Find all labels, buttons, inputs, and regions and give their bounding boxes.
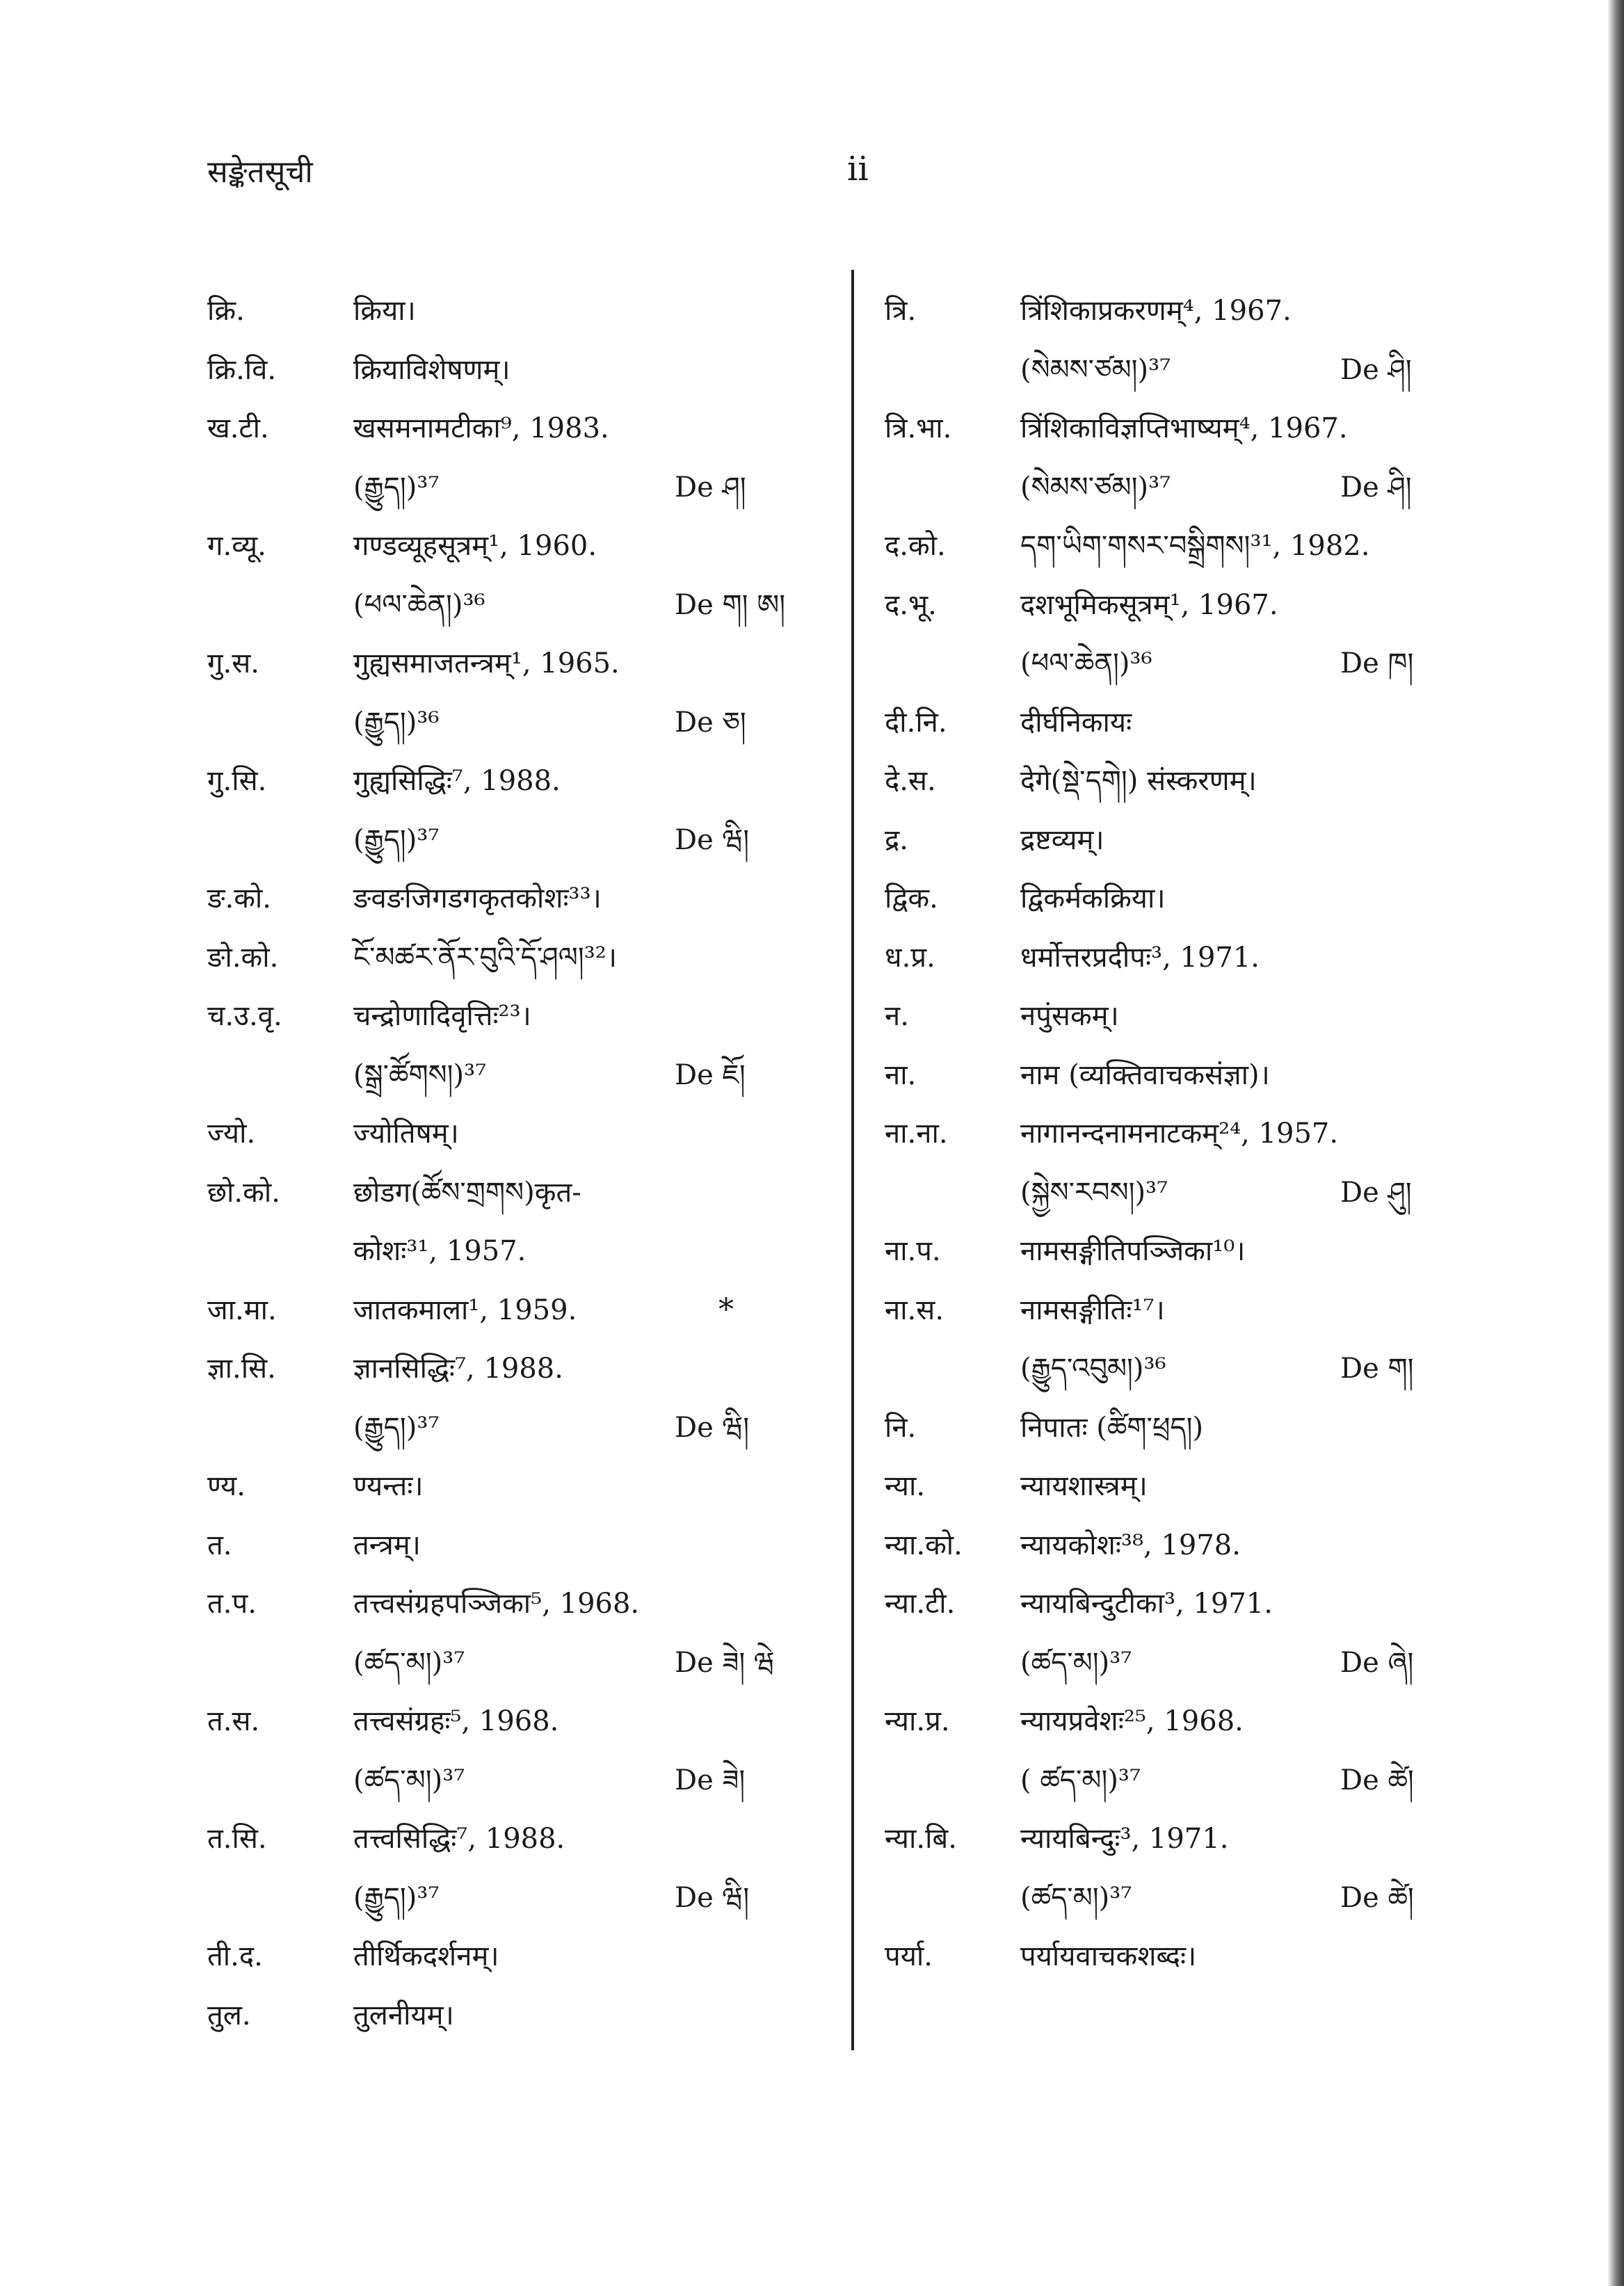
abbreviation-term: न्या.बि. (885, 1823, 957, 1855)
derge-reference: De ཟེ། ཝེ (675, 1646, 775, 1679)
abbreviation-expansion: दशभूमिकसूत्रम्¹, 1967. (1020, 588, 1278, 621)
derge-reference: De ཚེ། (1340, 1881, 1414, 1914)
abbreviation-term: पर्या. (885, 1940, 933, 1972)
abbreviation-expansion: न्यायकोशः³⁸, 1978. (1020, 1529, 1241, 1561)
abbreviation-expansion: द्रष्टव्यम्। (1020, 823, 1104, 856)
abbreviation-expansion: ज्ञानसिद्धिः⁷, 1988. (353, 1353, 563, 1385)
abbreviation-expansion: खसमनामटीका⁹, 1983. (353, 412, 609, 444)
abbreviation-expansion: (ཚད་མ།)³⁷ (353, 1646, 465, 1679)
abbreviation-expansion: (ཚད་མ།)³⁷ (1020, 1881, 1132, 1914)
page-number: ii (847, 150, 869, 188)
abbreviation-expansion: (རྒྱུད།)³⁷ (353, 1881, 440, 1914)
abbreviation-expansion: धर्मोत्तरप्रदीपः³, 1971. (1020, 941, 1260, 974)
abbreviation-expansion: नामसङ्गीतिपञ्जिका¹⁰। (1020, 1235, 1246, 1267)
derge-reference: De ཚེ། (1340, 1764, 1414, 1796)
abbreviation-expansion: त्रिंशिकाविज्ञप्तिभाष्यम्⁴, 1967. (1020, 412, 1348, 444)
abbreviation-expansion: तत्त्वसंग्रहः⁵, 1968. (353, 1705, 559, 1737)
abbreviation-term: ज्यो. (207, 1118, 256, 1150)
abbreviation-expansion: नपुंसकम्। (1020, 1000, 1119, 1032)
page-header (0, 150, 1624, 205)
abbreviation-term: त्रि. (885, 295, 917, 327)
abbreviation-term: दे.स. (885, 765, 936, 797)
abbreviation-expansion: ज्योतिषम्। (353, 1118, 459, 1150)
derge-reference: De ཤི། (1340, 471, 1412, 504)
derge-reference: De ཝི། (675, 1881, 750, 1914)
abbreviation-expansion: छोडग(ཚོས་གྲགས)कृत- (353, 1176, 581, 1209)
abbreviation-term: ध.प्र. (885, 941, 935, 974)
abbreviation-term: त.सि. (207, 1823, 267, 1855)
abbreviation-expansion: न्यायबिन्दुटीका³, 1971. (1020, 1588, 1273, 1620)
derge-reference: De ག། (1340, 1353, 1414, 1385)
derge-reference: De ཁ། (1340, 647, 1414, 679)
abbreviation-expansion: देगे(སྡེ་དགེ།) संस्करणम्। (1020, 765, 1257, 797)
abbreviation-term: ना.ना. (885, 1118, 948, 1150)
abbreviation-expansion: गुह्यसिद्धिः⁷, 1988. (353, 765, 561, 797)
abbreviation-expansion: जातकमाला¹, 1959. (353, 1294, 577, 1326)
abbreviation-expansion: དག་ཡིག་གསར་བསྒྲིགས།³¹, 1982. (1020, 530, 1370, 562)
abbreviation-expansion: तत्त्वसंग्रहपञ्जिका⁵, 1968. (353, 1588, 640, 1620)
abbreviation-expansion: द्विकर्मकक्रिया। (1020, 883, 1166, 915)
abbreviation-term: गु.स. (207, 647, 259, 679)
abbreviation-expansion: (སྐྱེས་རབས།)³⁷ (1020, 1176, 1168, 1209)
abbreviation-expansion: नाम (व्यक्तिवाचकसंज्ञा)। (1020, 1059, 1270, 1091)
derge-reference: De ཤ། (675, 471, 746, 504)
abbreviation-term: द्र. (885, 823, 908, 856)
abbreviation-term: न्या. (885, 1470, 926, 1502)
abbreviation-term: ग.व्यू. (207, 530, 266, 562)
abbreviation-term: छो.को. (207, 1176, 280, 1209)
abbreviation-expansion: (རྒྱུད།)³⁷ (353, 471, 440, 504)
abbreviation-term: गु.सि. (207, 765, 267, 797)
abbreviation-term: ख.टी. (207, 412, 269, 444)
abbreviation-term: त.स. (207, 1705, 260, 1737)
derge-reference: De ཞེ། (1340, 1646, 1414, 1679)
abbreviation-expansion: तीर्थिकदर्शनम्। (353, 1940, 499, 1972)
abbreviation-expansion: क्रिया। (353, 295, 416, 327)
abbreviation-expansion: (སེམས་ཙམ།)³⁷ (1020, 353, 1171, 386)
derge-reference: De ཝི། (675, 823, 750, 856)
abbreviation-expansion: (རྒྱུད།)³⁷ (353, 1411, 440, 1444)
derge-reference: De ཤུ། (1340, 1176, 1412, 1209)
abbreviation-term: ङ.को. (207, 883, 271, 915)
abbreviation-expansion: न्यायशास्त्रम्। (1020, 1470, 1148, 1502)
abbreviation-term: न. (885, 1000, 909, 1032)
abbreviation-term: जा.मा. (207, 1294, 277, 1326)
abbreviation-expansion: ( ཚད་མ།)³⁷ (1020, 1764, 1141, 1796)
abbreviation-expansion: (སྒྲ་ཚོགས།)³⁷ (353, 1059, 487, 1091)
abbreviation-expansion: तन्त्रम्। (353, 1529, 421, 1561)
abbreviation-term: ण्य. (207, 1470, 246, 1502)
abbreviation-expansion: दीर्घनिकायः (1020, 706, 1132, 739)
abbreviation-term: ना. (885, 1059, 917, 1091)
abbreviation-expansion: निपातः (ཚིག་ཕྲད།) (1020, 1411, 1204, 1444)
abbreviation-term: ना.प. (885, 1235, 941, 1267)
abbreviation-term: त. (207, 1529, 232, 1561)
abbreviation-term: ना.स. (885, 1294, 944, 1326)
abbreviation-term: दी.नि. (885, 706, 947, 739)
abbreviation-term: नि. (885, 1411, 917, 1444)
page-edge-shadow (1608, 0, 1624, 2286)
abbreviation-expansion: (ཕལ་ཆེན།)³⁶ (1020, 647, 1152, 679)
derge-reference: De ཤི། (1340, 353, 1412, 386)
abbreviation-expansion: (རྒྱུད།)³⁷ (353, 823, 440, 856)
abbreviation-expansion: त्रिंशिकाप्रकरणम्⁴, 1967. (1020, 295, 1292, 327)
derge-reference: De ཅ། (675, 706, 746, 739)
abbreviation-term: न्या.टी. (885, 1588, 956, 1620)
abbreviation-expansion: (རྒྱུད།)³⁶ (353, 706, 440, 739)
abbreviation-expansion: (ཚད་མ།)³⁷ (353, 1764, 465, 1796)
derge-reference: De ག། ཨ། (675, 588, 786, 621)
abbreviation-expansion: न्यायप्रवेशः²⁵, 1968. (1020, 1705, 1244, 1737)
abbreviation-expansion: चन्द्रोणादिवृत्तिः²³। (353, 1000, 531, 1032)
abbreviation-term: ती.द. (207, 1940, 263, 1972)
abbreviation-term: तुल. (207, 1999, 251, 2031)
abbreviation-expansion: (སེམས་ཙམ།)³⁷ (1020, 471, 1171, 504)
abbreviation-term: क्रि. (207, 295, 245, 327)
abbreviation-expansion: तुलनीयम्। (353, 1999, 454, 2031)
abbreviation-expansion: (ཕལ་ཆེན།)³⁶ (353, 588, 485, 621)
abbreviation-term: ज्ञा.सि. (207, 1353, 276, 1385)
abbreviation-expansion: नामसङ्गीतिः¹⁷। (1020, 1294, 1165, 1326)
derge-reference: De ཇོ། (675, 1059, 746, 1091)
abbreviation-term: च.उ.वृ. (207, 1000, 282, 1032)
page-title: सङ्केतसूची (207, 154, 313, 190)
derge-reference: De ཟེ། (675, 1764, 746, 1796)
abbreviation-term: न्या.प्र. (885, 1705, 950, 1737)
abbreviation-expansion: कोशः³¹, 1957. (353, 1235, 526, 1267)
derge-reference: De ཝི། (675, 1411, 750, 1444)
abbreviation-term: ङो.को. (207, 941, 279, 974)
abbreviation-term: क्रि.वि. (207, 353, 277, 386)
abbreviation-expansion: ངོ་མཚར་ནོར་བུའི་དོ་ཤལ།³²। (353, 941, 617, 974)
abbreviation-expansion: न्यायबिन्दुः³, 1971. (1020, 1823, 1229, 1855)
abbreviation-term: त्रि.भा. (885, 412, 952, 444)
abbreviation-expansion: पर्यायवाचकशब्दः। (1020, 1940, 1197, 1972)
abbreviation-expansion: (རྒྱུད་འབུམ།)³⁶ (1020, 1353, 1166, 1385)
abbreviation-expansion: ङवङजिगडगकृतकोशः³³। (353, 883, 602, 915)
abbreviation-term: द्विक. (885, 883, 938, 915)
abbreviation-term: द.भू. (885, 588, 937, 621)
abbreviation-expansion: (ཚད་མ།)³⁷ (1020, 1646, 1132, 1679)
abbreviation-expansion: गुह्यसमाजतन्त्रम्¹, 1965. (353, 647, 620, 679)
abbreviation-expansion: ण्यन्तः। (353, 1470, 424, 1502)
asterisk-mark: * (718, 1291, 734, 1328)
abbreviation-term: त.प. (207, 1588, 257, 1620)
abbreviation-term: द.को. (885, 530, 946, 562)
abbreviation-expansion: नागानन्दनामनाटकम्²⁴, 1957. (1020, 1118, 1339, 1150)
abbreviation-expansion: तत्त्वसिद्धिः⁷, 1988. (353, 1823, 565, 1855)
column-divider (851, 270, 854, 2050)
abbreviation-term: न्या.को. (885, 1529, 963, 1561)
abbreviation-expansion: गण्डव्यूहसूत्रम्¹, 1960. (353, 530, 597, 562)
abbreviation-expansion: क्रियाविशेषणम्। (353, 353, 510, 386)
